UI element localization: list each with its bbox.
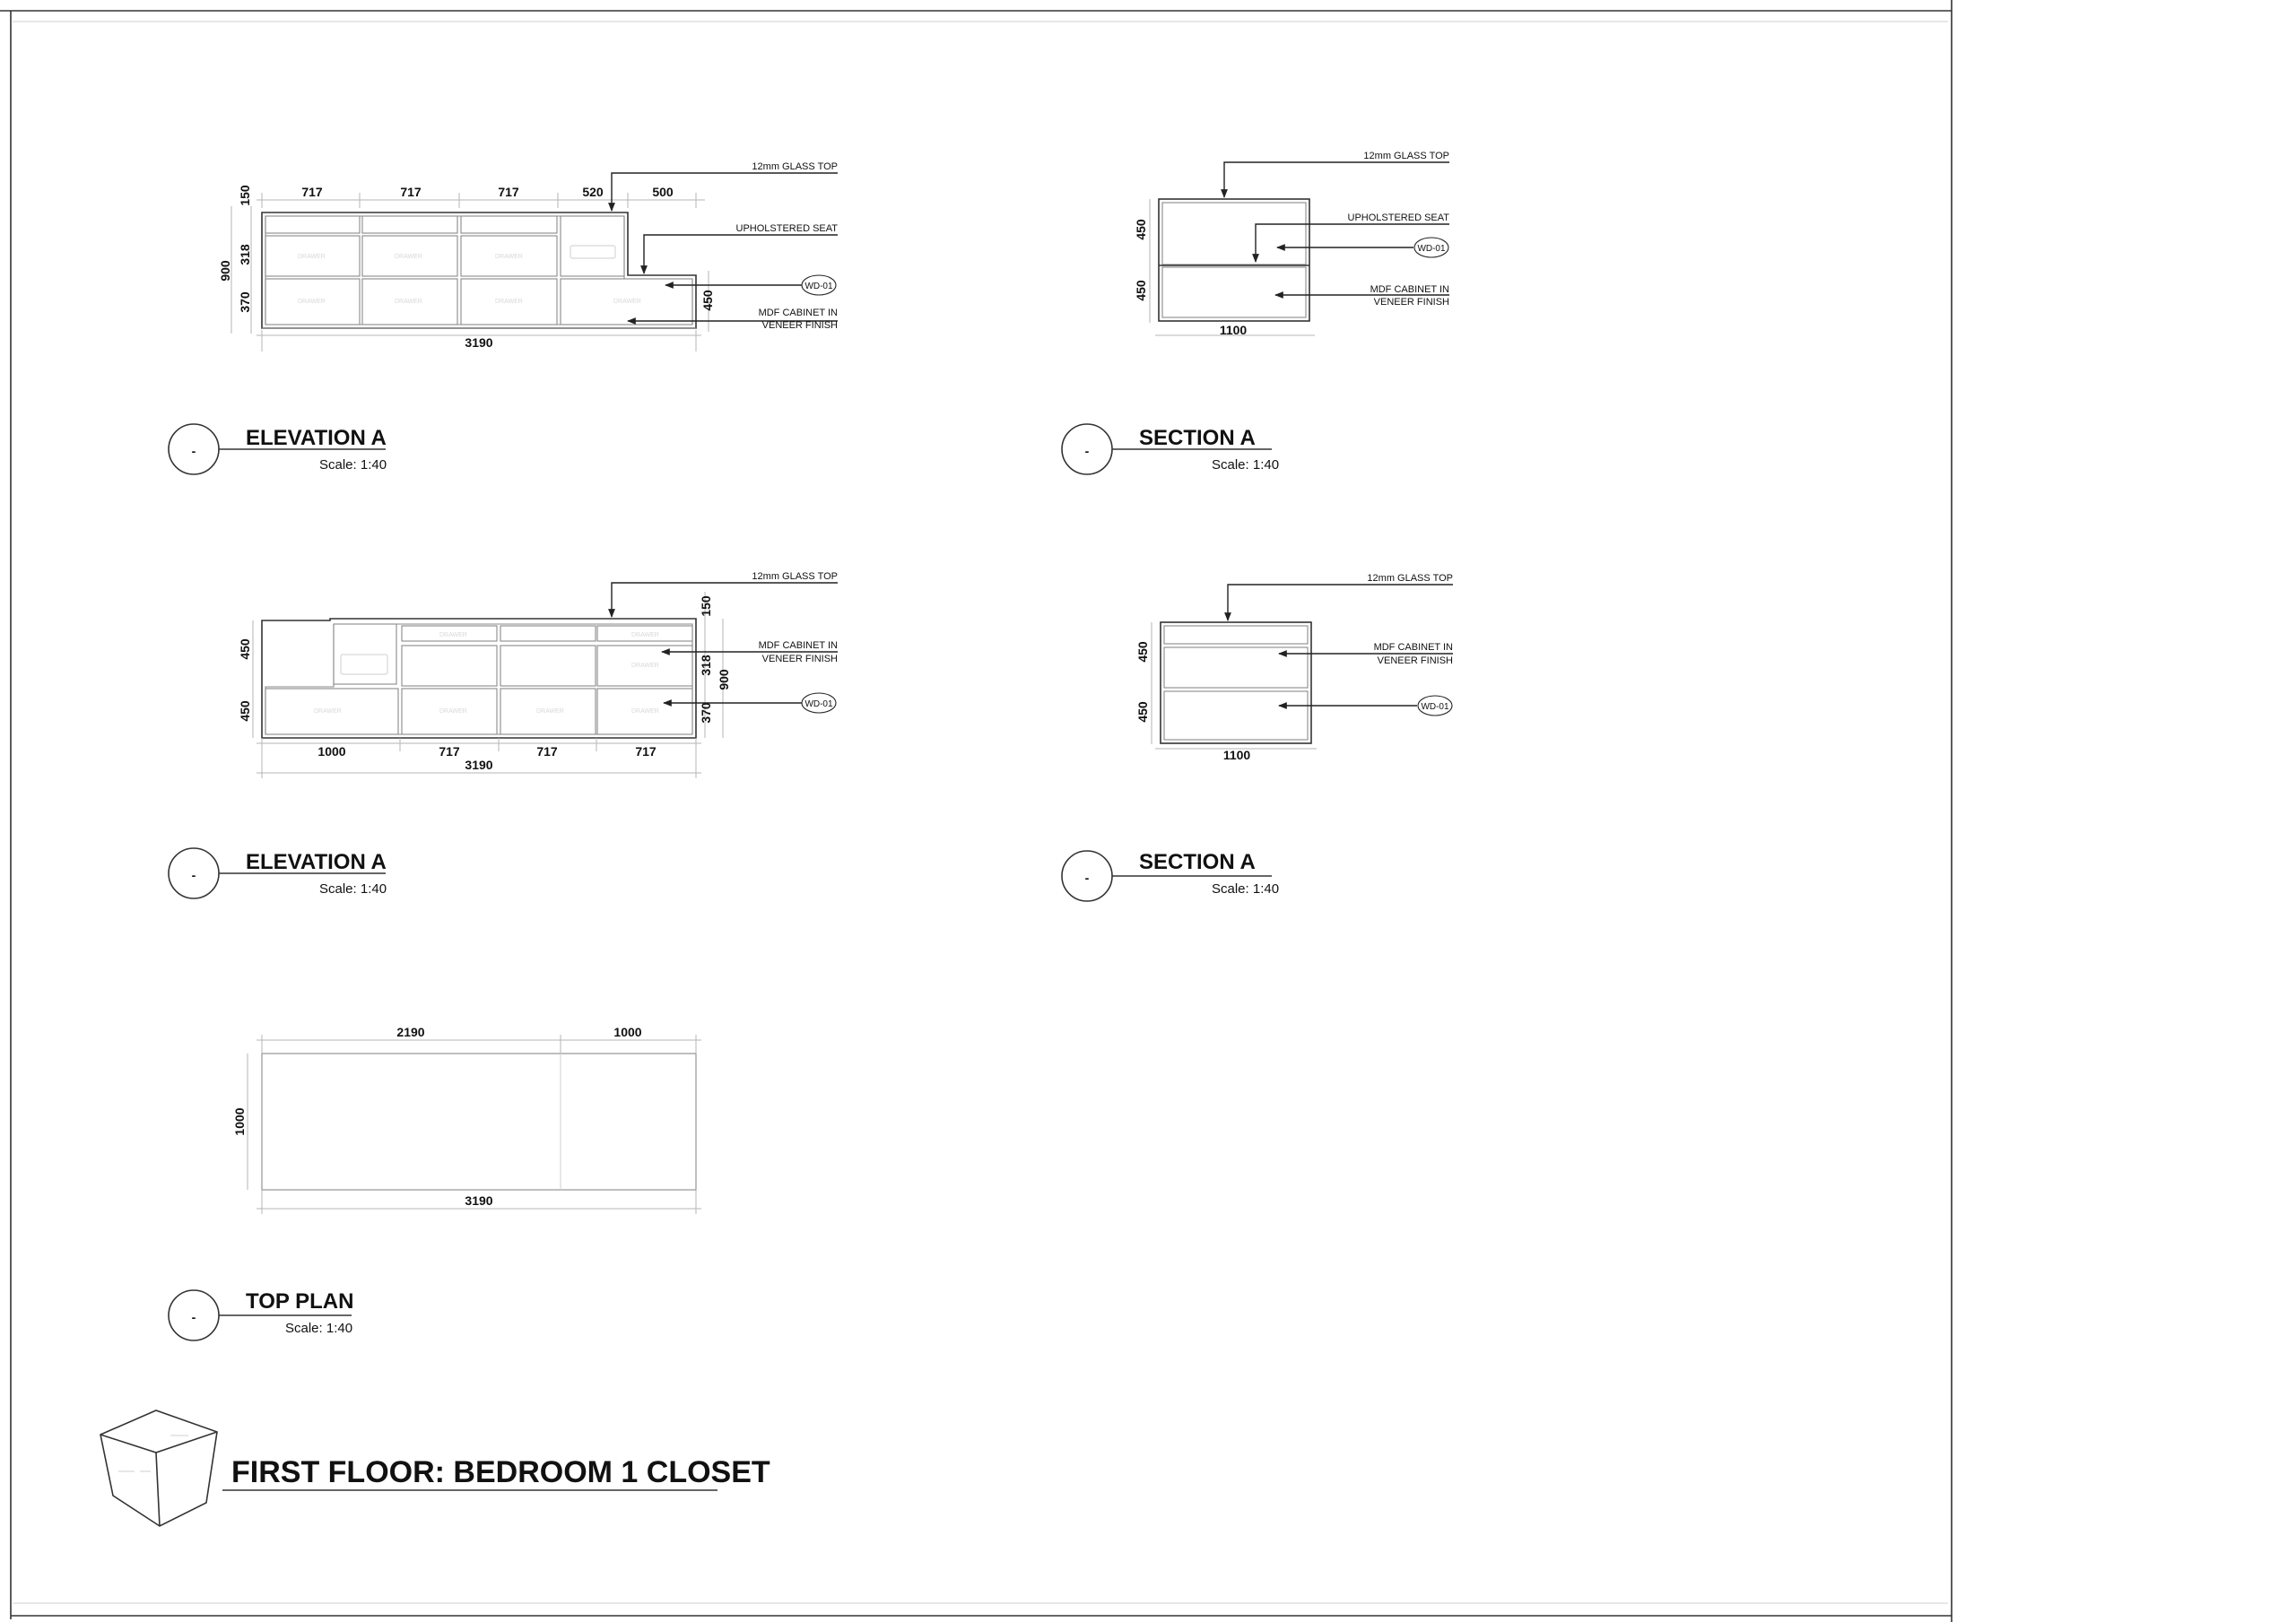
top-plan-outline xyxy=(262,1054,696,1190)
dim-elev-top-w4: 520 xyxy=(582,185,604,199)
note-elev-mid-mdf-2: VENEER FINISH xyxy=(761,654,838,664)
dim-sec-mid-h2: 450 xyxy=(1135,701,1150,723)
svg-text:DRAWER: DRAWER xyxy=(631,632,659,638)
view-title: ELEVATION A xyxy=(246,850,387,874)
elevation-a-top-dimensions xyxy=(218,185,715,351)
sheet-title-block xyxy=(100,1410,770,1526)
dim-elev-top-h1: 150 xyxy=(238,185,252,206)
note-elev-mid-mdf-1: MDF CABINET IN xyxy=(758,640,838,651)
tag-sec-mid-text: WD-01 xyxy=(1421,702,1449,712)
note-sec-top-seat: UPHOLSTERED SEAT xyxy=(1347,213,1449,223)
dim-elev-top-h-step: 450 xyxy=(700,290,715,311)
view-title: SECTION A xyxy=(1139,426,1256,450)
view-scale: Scale: 1:40 xyxy=(1212,881,1280,897)
view-scale: Scale: 1:40 xyxy=(1212,457,1280,473)
elevation-a-mid-drawing xyxy=(262,619,696,738)
elevation-a-mid-notes xyxy=(612,571,838,713)
dim-elev-mid-w2: 717 xyxy=(439,744,460,759)
svg-text:DRAWER: DRAWER xyxy=(314,708,342,715)
view-title: TOP PLAN xyxy=(246,1289,354,1314)
dim-elev-mid-w4: 717 xyxy=(635,744,657,759)
elevation-a-top-drawing xyxy=(262,213,696,328)
view-marker-number: - xyxy=(191,444,196,458)
view-marker-number: - xyxy=(1084,444,1090,458)
note-elev-mid-glass: 12mm GLASS TOP xyxy=(752,571,838,582)
svg-text:DRAWER: DRAWER xyxy=(298,299,326,305)
elevation-a-top-outline xyxy=(262,213,696,328)
view-scale: Scale: 1:40 xyxy=(285,1321,353,1336)
dim-elev-top-h2: 318 xyxy=(238,244,252,265)
section-a-top-title-block xyxy=(1062,424,1279,474)
dim-sec-top-h2: 450 xyxy=(1134,280,1148,301)
tag-elev-top-text: WD-01 xyxy=(804,282,833,291)
note-elev-top-mdf-1: MDF CABINET IN xyxy=(758,308,838,318)
elevation-a-top-notes xyxy=(612,161,838,331)
svg-text:DRAWER: DRAWER xyxy=(395,254,422,260)
dim-elev-top-w5: 500 xyxy=(652,185,674,199)
view-marker-number: - xyxy=(191,1310,196,1324)
section-a-top-dimensions xyxy=(1134,199,1315,337)
svg-text:DRAWER: DRAWER xyxy=(395,299,422,305)
dim-elev-mid-w1: 1000 xyxy=(317,744,346,759)
dim-elev-top-w1: 717 xyxy=(301,185,323,199)
dim-elev-mid-h-top: 150 xyxy=(699,595,713,617)
section-a-mid-dimensions xyxy=(1135,622,1317,762)
note-sec-mid-mdf-2: VENEER FINISH xyxy=(1377,655,1453,666)
view-scale: Scale: 1:40 xyxy=(319,881,387,897)
dim-plan-w1: 2190 xyxy=(396,1025,425,1039)
dim-elev-mid-h-mid: 318 xyxy=(699,655,713,676)
svg-text:DRAWER: DRAWER xyxy=(631,663,659,669)
dim-elev-mid-w3: 717 xyxy=(536,744,558,759)
section-a-mid-drawing xyxy=(1161,622,1311,743)
sheet-title: FIRST FLOOR: BEDROOM 1 CLOSET xyxy=(231,1455,770,1489)
elevation-a-mid-title-block xyxy=(169,848,387,898)
dim-elev-top-w3: 717 xyxy=(498,185,519,199)
note-sec-top-mdf-2: VENEER FINISH xyxy=(1373,297,1449,308)
note-elev-top-seat: UPHOLSTERED SEAT xyxy=(735,223,838,234)
dim-sec-mid-w: 1100 xyxy=(1222,748,1251,762)
dim-plan-total: 3190 xyxy=(465,1193,493,1208)
section-a-top-drawing xyxy=(1159,199,1309,321)
note-sec-top-glass: 12mm GLASS TOP xyxy=(1363,151,1449,161)
dim-sec-top-h1: 450 xyxy=(1134,219,1148,240)
dim-sec-top-w: 1100 xyxy=(1219,323,1248,337)
view-marker-number: - xyxy=(191,868,196,882)
dim-elev-mid-total: 3190 xyxy=(465,758,493,772)
svg-text:DRAWER: DRAWER xyxy=(495,299,523,305)
svg-text:DRAWER: DRAWER xyxy=(298,254,326,260)
note-elev-top-mdf-2: VENEER FINISH xyxy=(761,320,838,331)
svg-text:DRAWER: DRAWER xyxy=(495,254,523,260)
section-a-top-notes xyxy=(1224,151,1449,308)
dim-elev-top-w2: 717 xyxy=(400,185,422,199)
tag-sec-top-text: WD-01 xyxy=(1417,244,1446,254)
svg-text:DRAWER: DRAWER xyxy=(631,708,659,715)
view-marker-number: - xyxy=(1084,871,1090,885)
section-a-mid-title-block xyxy=(1062,850,1279,901)
view-title: SECTION A xyxy=(1139,850,1256,874)
svg-text:DRAWER: DRAWER xyxy=(439,632,467,638)
note-sec-mid-mdf-1: MDF CABINET IN xyxy=(1373,642,1453,653)
top-plan-title-block xyxy=(169,1289,353,1340)
svg-text:DRAWER: DRAWER xyxy=(439,708,467,715)
view-title: ELEVATION A xyxy=(246,426,387,450)
dim-plan-depth: 1000 xyxy=(232,1107,247,1136)
dim-elev-mid-h-total: 900 xyxy=(717,669,731,690)
view-scale: Scale: 1:40 xyxy=(319,457,387,473)
dim-plan-w2: 1000 xyxy=(613,1025,642,1039)
dim-sec-mid-h1: 450 xyxy=(1135,641,1150,663)
dim-elev-mid-h-left1: 450 xyxy=(238,638,252,660)
dim-elev-mid-h-left2: 450 xyxy=(238,700,252,722)
note-elev-top-glass: 12mm GLASS TOP xyxy=(752,161,838,172)
dim-elev-top-h-total: 900 xyxy=(218,260,232,282)
note-sec-top-mdf-1: MDF CABINET IN xyxy=(1370,284,1449,295)
dim-elev-top-total: 3190 xyxy=(465,335,493,350)
dim-elev-top-h3: 370 xyxy=(238,291,252,313)
top-plan-drawing xyxy=(262,1054,696,1190)
dim-elev-mid-h-bot: 370 xyxy=(699,702,713,724)
svg-text:DRAWER: DRAWER xyxy=(613,299,641,305)
elevation-a-top-title-block xyxy=(169,424,387,474)
isometric-cube-icon xyxy=(100,1410,217,1526)
tag-elev-mid-text: WD-01 xyxy=(804,699,833,709)
svg-text:DRAWER: DRAWER xyxy=(536,708,564,715)
note-sec-mid-glass: 12mm GLASS TOP xyxy=(1367,573,1453,584)
